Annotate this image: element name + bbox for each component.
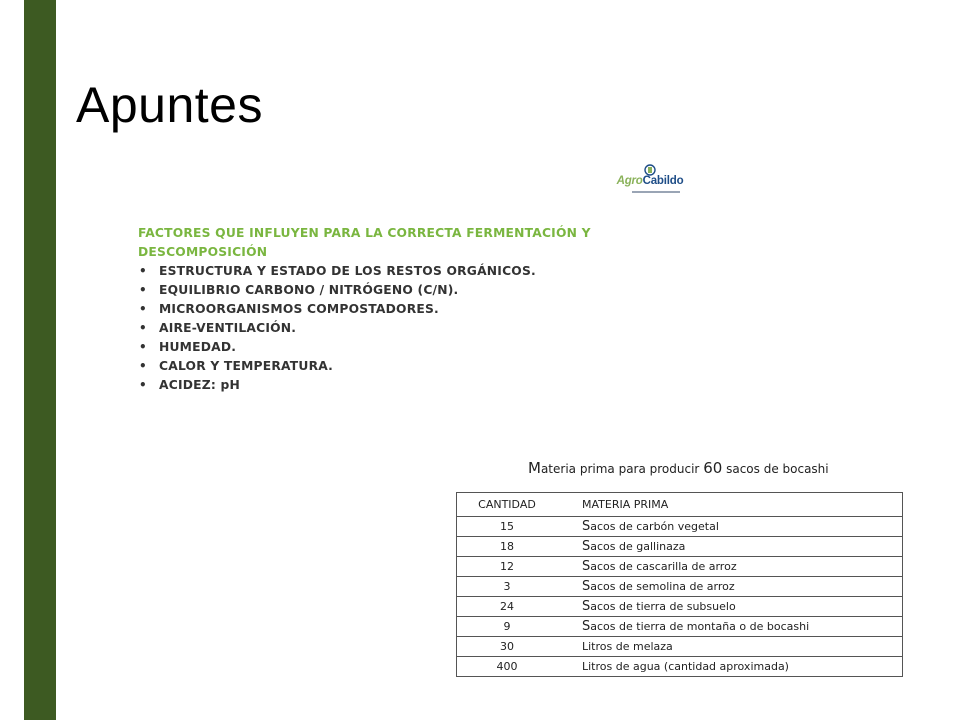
cell-cantidad: 15 [457, 517, 558, 537]
table-row [457, 637, 903, 657]
factor-text: EQUILIBRIO CARBONO / NITRÓGENO (C/N). [159, 283, 459, 297]
table-row [457, 557, 903, 577]
cell-cantidad: 24 [457, 597, 558, 617]
cell-materia-prima [557, 657, 903, 677]
cell-materia-prima [557, 537, 903, 557]
cell-initial: S [582, 519, 591, 534]
logo-cabildo: Cabildo [642, 175, 684, 187]
logo-agro: Agro [616, 175, 643, 187]
factor-item [138, 262, 658, 281]
cell-text: acos de carbón vegetal [590, 520, 719, 533]
cell-initial: S [582, 599, 591, 614]
factor-text: CALOR Y TEMPERATURA. [159, 359, 334, 373]
cell-text: acos de tierra de montaña o de bocashi [590, 620, 810, 633]
agrocabildo-logo [610, 164, 690, 204]
factors-heading: FACTORES QUE INFLUYEN PARA LA CORRECTA FERMENTACIÓN Y DESCOMPOSICIÓN [138, 226, 591, 259]
cell-text: Litros de melaza [582, 640, 673, 653]
table-caption [528, 459, 829, 477]
header-materia-prima: MATERIA PRIMA [582, 498, 669, 511]
slide-title: Apuntes [76, 77, 263, 133]
cell-cantidad: 9 [457, 617, 558, 637]
factor-text: AIRE-VENTILACIÓN. [159, 321, 297, 335]
table-body [457, 517, 903, 677]
table-header-row [457, 493, 903, 517]
cell-materia-prima [557, 617, 903, 637]
factor-item [138, 300, 658, 319]
factor-item [138, 357, 658, 376]
logo-tagline [632, 191, 680, 193]
bullet-icon: • [139, 302, 147, 316]
cell-initial: S [582, 619, 591, 634]
factor-item [138, 376, 658, 395]
table-row [457, 657, 903, 677]
cell-materia-prima [557, 637, 903, 657]
table-row [457, 577, 903, 597]
cell-cantidad: 3 [457, 577, 558, 597]
caption-text: ateria prima para producir [540, 462, 704, 476]
cell-initial: S [582, 539, 591, 554]
cell-text: acos de gallinaza [590, 540, 686, 553]
raw-materials-table [456, 492, 903, 677]
cell-text: Litros de agua (cantidad aproximada) [582, 660, 789, 673]
header-cantidad: CANTIDAD [478, 498, 536, 511]
slide-accent-bar [24, 0, 56, 720]
factor-text: HUMEDAD. [159, 340, 237, 354]
table-row [457, 517, 903, 537]
bullet-icon: • [139, 283, 147, 297]
cell-cantidad: 18 [457, 537, 558, 557]
factor-text: MICROORGANISMOS COMPOSTADORES. [159, 302, 439, 316]
factors-section [138, 224, 658, 395]
factors-list [138, 262, 658, 395]
table-row [457, 537, 903, 557]
cell-materia-prima [557, 557, 903, 577]
cell-text: acos de semolina de arroz [590, 580, 735, 593]
cell-materia-prima [557, 517, 903, 537]
factor-text: ESTRUCTURA Y ESTADO DE LOS RESTOS ORGÁNICOS. [159, 264, 536, 278]
cell-materia-prima [557, 597, 903, 617]
table-row [457, 597, 903, 617]
cell-cantidad: 12 [457, 557, 558, 577]
caption-number: 60 [703, 459, 723, 477]
factor-item [138, 319, 658, 338]
bullet-icon: • [139, 321, 147, 335]
factor-text: ACIDEZ: pH [159, 378, 240, 392]
caption-initial: M [528, 459, 541, 477]
bullet-icon: • [139, 359, 147, 373]
factor-item [138, 338, 658, 357]
cell-materia-prima [557, 577, 903, 597]
cell-text: acos de cascarilla de arroz [590, 560, 737, 573]
table-row [457, 617, 903, 637]
bullet-icon: • [139, 378, 147, 392]
cell-cantidad: 400 [457, 657, 558, 677]
caption-end: sacos de bocashi [722, 462, 829, 476]
bullet-icon: • [139, 264, 147, 278]
cell-text: acos de tierra de subsuelo [590, 600, 736, 613]
cell-cantidad: 30 [457, 637, 558, 657]
factor-item [138, 281, 658, 300]
bullet-icon: • [139, 340, 147, 354]
cell-initial: S [582, 559, 591, 574]
logo-wordmark [610, 175, 690, 187]
cell-initial: S [582, 579, 591, 594]
